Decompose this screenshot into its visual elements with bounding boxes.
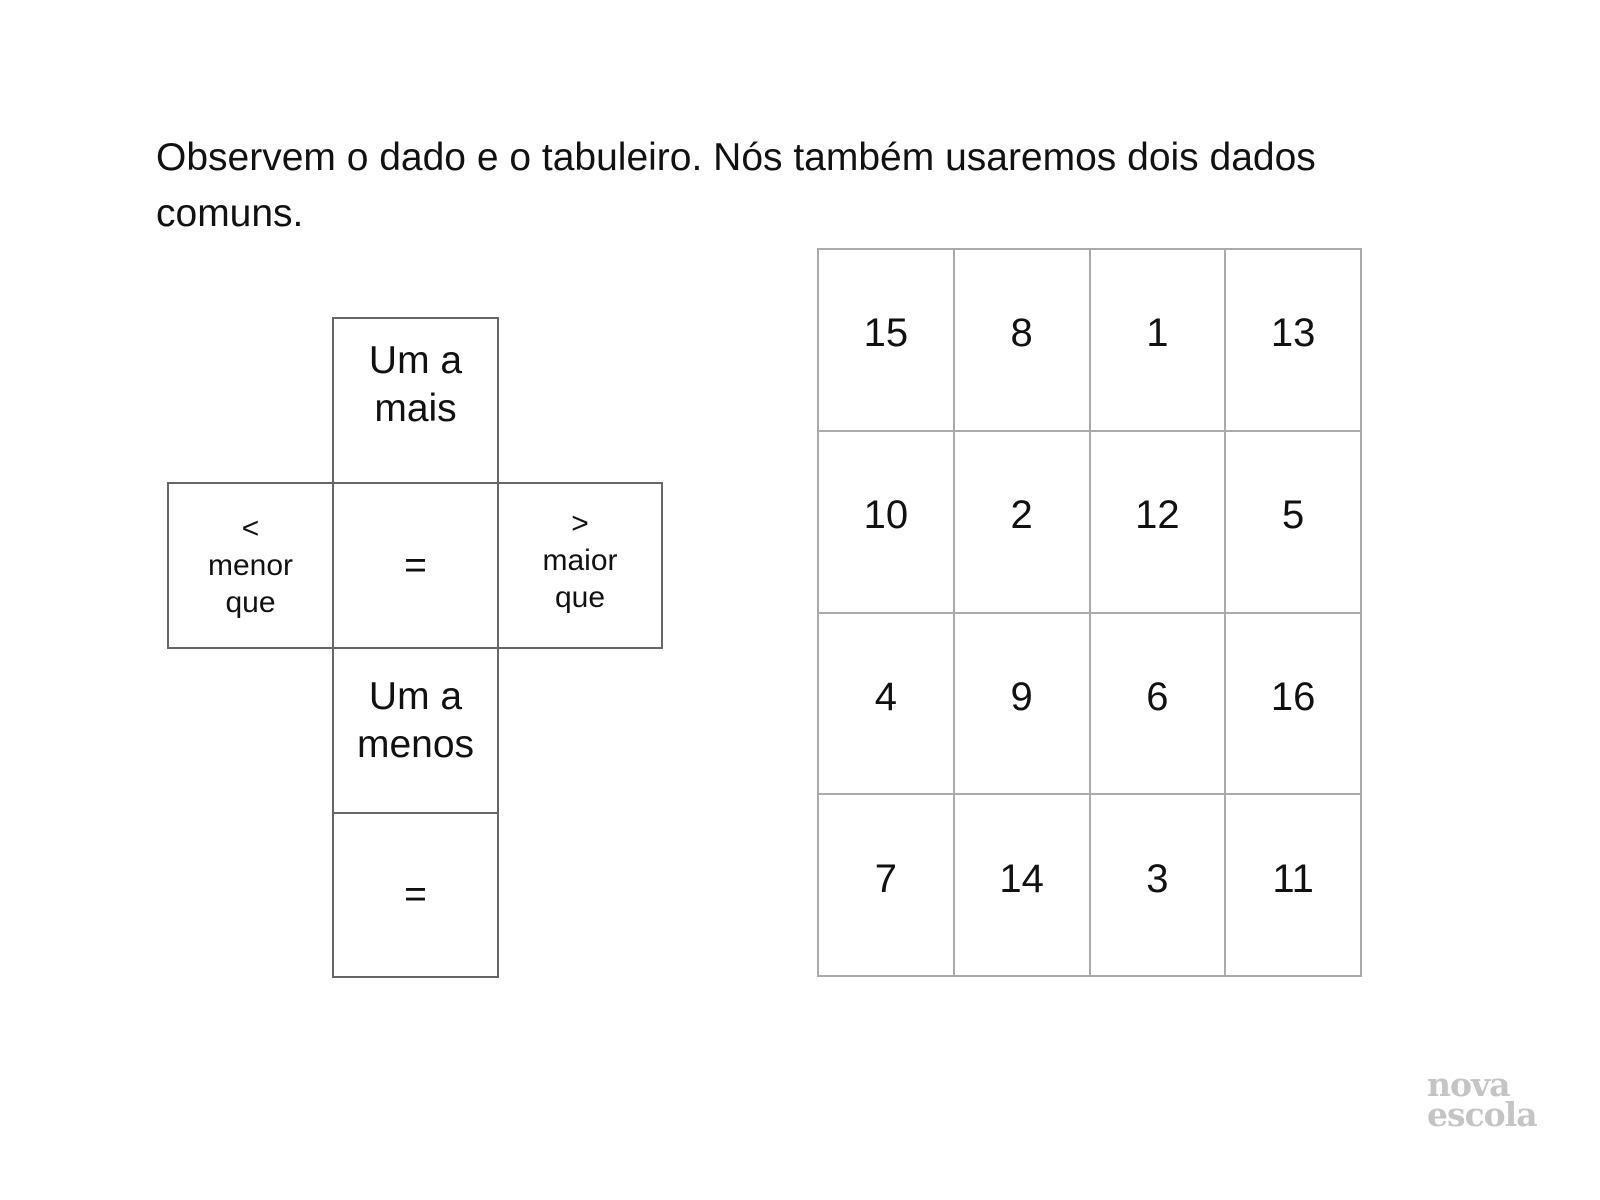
less-than-label: menor que	[207, 549, 294, 619]
less-than-symbol: <	[241, 512, 260, 545]
board-cell: 11	[1226, 795, 1362, 977]
die-face-top-label: Um a mais	[368, 339, 463, 430]
board-cell: 13	[1226, 250, 1362, 432]
board-cell: 16	[1226, 614, 1362, 796]
board-cell: 15	[819, 250, 955, 432]
board-cell: 5	[1226, 432, 1362, 614]
board-cell: 6	[1091, 614, 1227, 796]
die-face-center: =	[332, 482, 499, 649]
board-cell: 3	[1091, 795, 1227, 977]
board-cell: 14	[955, 795, 1091, 977]
die-face-below	[332, 647, 499, 814]
die-face-left	[167, 482, 334, 649]
board-cell: 1	[1091, 250, 1227, 432]
board-cell: 9	[955, 614, 1091, 796]
board-cell: 7	[819, 795, 955, 977]
greater-than-label: maior que	[542, 544, 618, 614]
game-board	[817, 248, 1362, 977]
die-face-right	[497, 482, 663, 649]
nova-escola-logo	[1427, 1065, 1537, 1134]
board-cell: 4	[819, 614, 955, 796]
greater-than-symbol: >	[571, 507, 589, 540]
die-face-top	[332, 317, 499, 484]
board-cell: 8	[955, 250, 1091, 432]
logo-line1: nova	[1427, 1065, 1510, 1104]
board-cell: 12	[1091, 432, 1227, 614]
board-cell: 2	[955, 432, 1091, 614]
die-face-bottom: =	[332, 812, 499, 978]
board-cell: 10	[819, 432, 955, 614]
die-face-below-label: Um a menos	[356, 674, 475, 766]
instruction-text: Observem o dado e o tabuleiro. Nós também usaremos dois dados comuns.	[156, 136, 1316, 235]
logo-line2: escola	[1427, 1095, 1537, 1134]
